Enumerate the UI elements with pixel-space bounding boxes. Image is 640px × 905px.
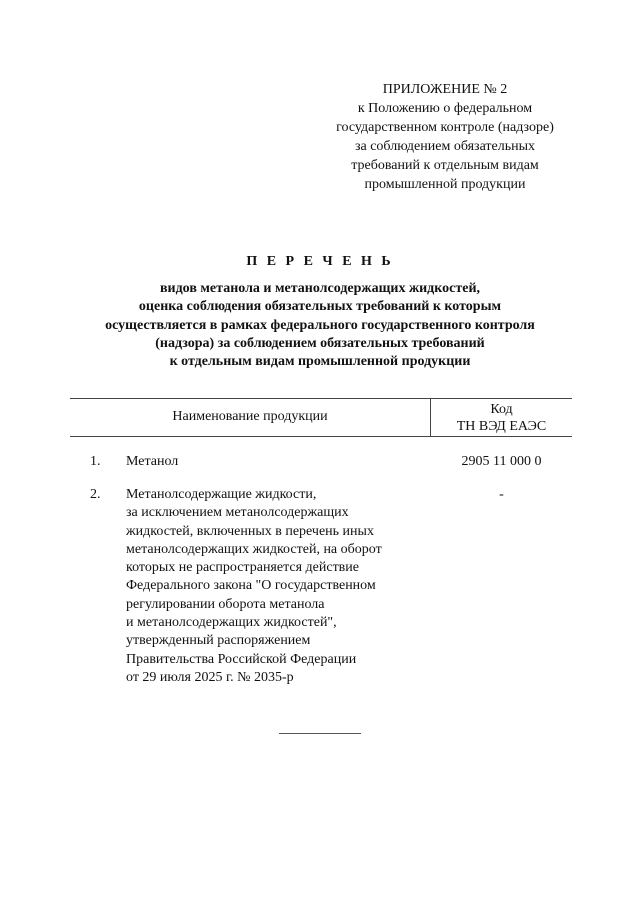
product-name-line: утвержденный распоряжением — [126, 633, 311, 649]
product-name-line: Метанол — [126, 454, 179, 469]
subheading-line: к отдельным видам промышленной продукции — [169, 354, 471, 370]
row-code: - — [499, 487, 504, 502]
subheading-line: осуществляется в рамках федерального государственного контроля — [105, 317, 535, 333]
product-name-line: от 29 июля 2025 г. № 2035-р — [126, 669, 294, 685]
product-name-line: жидкостей, включенных в перечень иных — [126, 523, 374, 539]
subheading-line: видов метанола и метанолсодержащих жидкостей, — [159, 281, 481, 296]
end-divider — [279, 733, 361, 734]
annex-block — [300, 80, 590, 194]
annex-line: государственном контроле (надзоре) — [336, 120, 554, 135]
product-name-line: которых не распространяется действие — [126, 560, 360, 576]
subheading-line: (надзора) за соблюдением обязательных требований — [155, 335, 485, 351]
annex-line: промышленной продукции — [364, 177, 526, 192]
product-name-line: Метанолсодержащие жидкости, — [126, 487, 317, 502]
annex-line: за соблюдением обязательных — [354, 139, 536, 154]
product-name-line: за исключением метанолсодержащих — [126, 505, 349, 521]
column-header-name: Наименование продукции — [172, 409, 328, 424]
table-header — [70, 398, 572, 437]
column-header-code-line2: ТН ВЭД ЕАЭС — [456, 419, 547, 434]
product-name-line: и метанолсодержащих жидкостей", — [126, 615, 337, 631]
product-name-line: метанолсодержащих жидкостей, на оборот — [126, 541, 382, 557]
row-product-name — [126, 486, 426, 687]
annex-title: ПРИЛОЖЕНИЕ № 2 — [382, 82, 508, 97]
document-heading: П Е Р Е Ч Е Н Ь — [246, 254, 394, 269]
annex-line: к Положению о федеральном — [357, 101, 533, 116]
annex-line: требований к отдельным видам — [351, 158, 539, 173]
product-name-line: регулировании оборота метанола — [126, 596, 325, 612]
products-table — [70, 398, 572, 685]
row-code: 2905 11 000 0 — [461, 454, 542, 469]
subheading-line: оценка соблюдения обязательных требований к которым — [138, 299, 502, 315]
column-header-code — [431, 401, 572, 435]
row-number: 1. — [90, 454, 101, 469]
row-product-name — [126, 453, 426, 471]
document-subheading — [40, 280, 600, 371]
column-header-code-line1: Код — [490, 402, 513, 417]
product-name-line: Правительства Российской Федерации — [126, 651, 357, 667]
product-name-line: Федерального закона "О государственном — [126, 578, 376, 594]
row-number: 2. — [90, 487, 101, 502]
